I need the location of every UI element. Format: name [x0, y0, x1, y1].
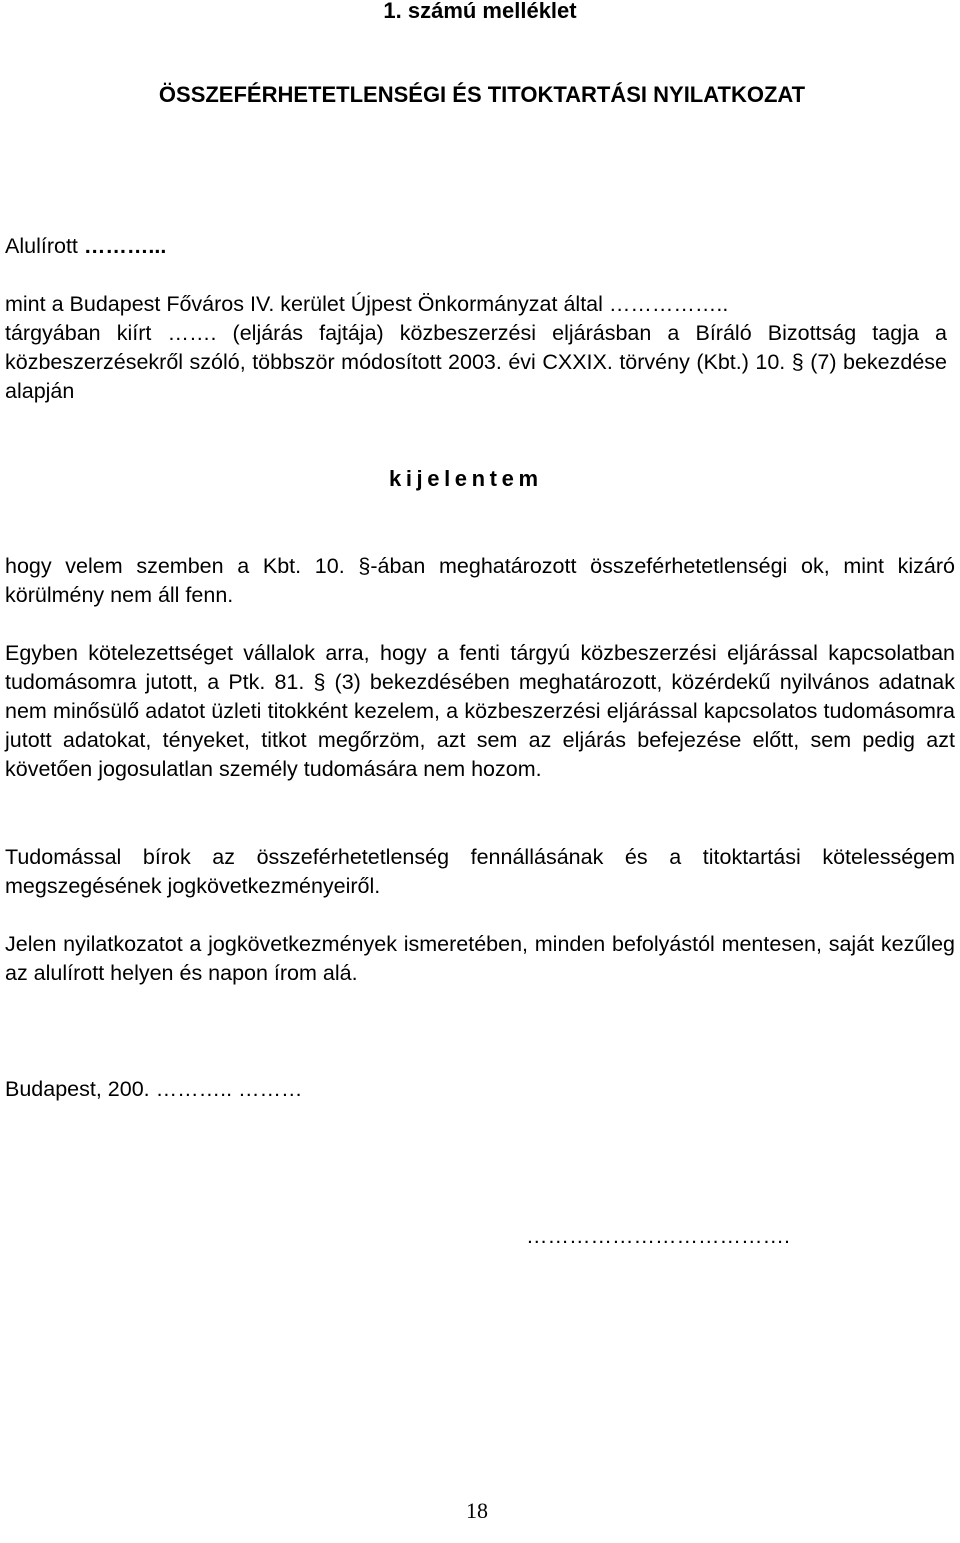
signature-line: ………………………………. — [526, 1224, 790, 1248]
intro-first-line: mint a Budapest Főváros IV. kerület Újpest Önkormányzat által …………….. — [5, 292, 729, 316]
declare-heading: kijelentem — [389, 466, 543, 491]
page-number: 18 — [466, 1498, 488, 1523]
undersigned-label: Alulírott — [5, 234, 78, 258]
intro-rest: tárgyában kiírt ……. (eljárás fajtája) közbeszerzési eljárásban a Bíráló Bizottság tagja a közbeszerzésekről szóló, többször módosított 2003. évi CXXIX. törvény (Kbt.) 10. § (7) bekezdése alapján — [5, 321, 947, 403]
declaration-paragraph: hogy velem szemben a Kbt. 10. §-ában meghatározott összeférhetetlenségi ok, mint kizáró körülmény nem áll fenn. — [5, 554, 955, 607]
document-title: ÖSSZEFÉRHETETLENSÉGI ÉS TITOKTARTÁSI NYILATKOZAT — [158, 82, 806, 107]
intro-paragraph — [5, 290, 955, 406]
place-date-line: Budapest, 200. ……….. ……… — [5, 1077, 303, 1101]
consequences-paragraph: Tudomással bírok az összeférhetetlenség fennállásának és a titoktartási kötelességem megszegésének jogkövetkezményeiről. — [5, 845, 955, 898]
name-blank: ………... — [83, 234, 167, 258]
undersigned-line — [5, 232, 955, 261]
confidentiality-paragraph: Egyben kötelezettséget vállalok arra, hogy a fenti tárgyú közbeszerzési eljárással kapcsolatban tudomásomra jutott, a Ptk. 81. § (3) bekezdésében meghatározott, közérdekű nyilvános adatnak nem minősülő adatot üzleti titokként kezelem, a közbeszerzési eljárással kapcsolatos tudomásomra jutott adatokat, tényeket, titkot megőrzöm, azt sem az eljárás befejezése előtt, sem pedig azt követően jogosulatlan személy tudomására nem hozom. — [5, 641, 955, 781]
appendix-label: 1. számú melléklet — [383, 0, 577, 23]
signature-statement-paragraph: Jelen nyilatkozatot a jogkövetkezmények ismeretében, minden befolyástól mentesen, saját kezűleg az alulírott helyen és napon írom alá. — [5, 932, 955, 985]
